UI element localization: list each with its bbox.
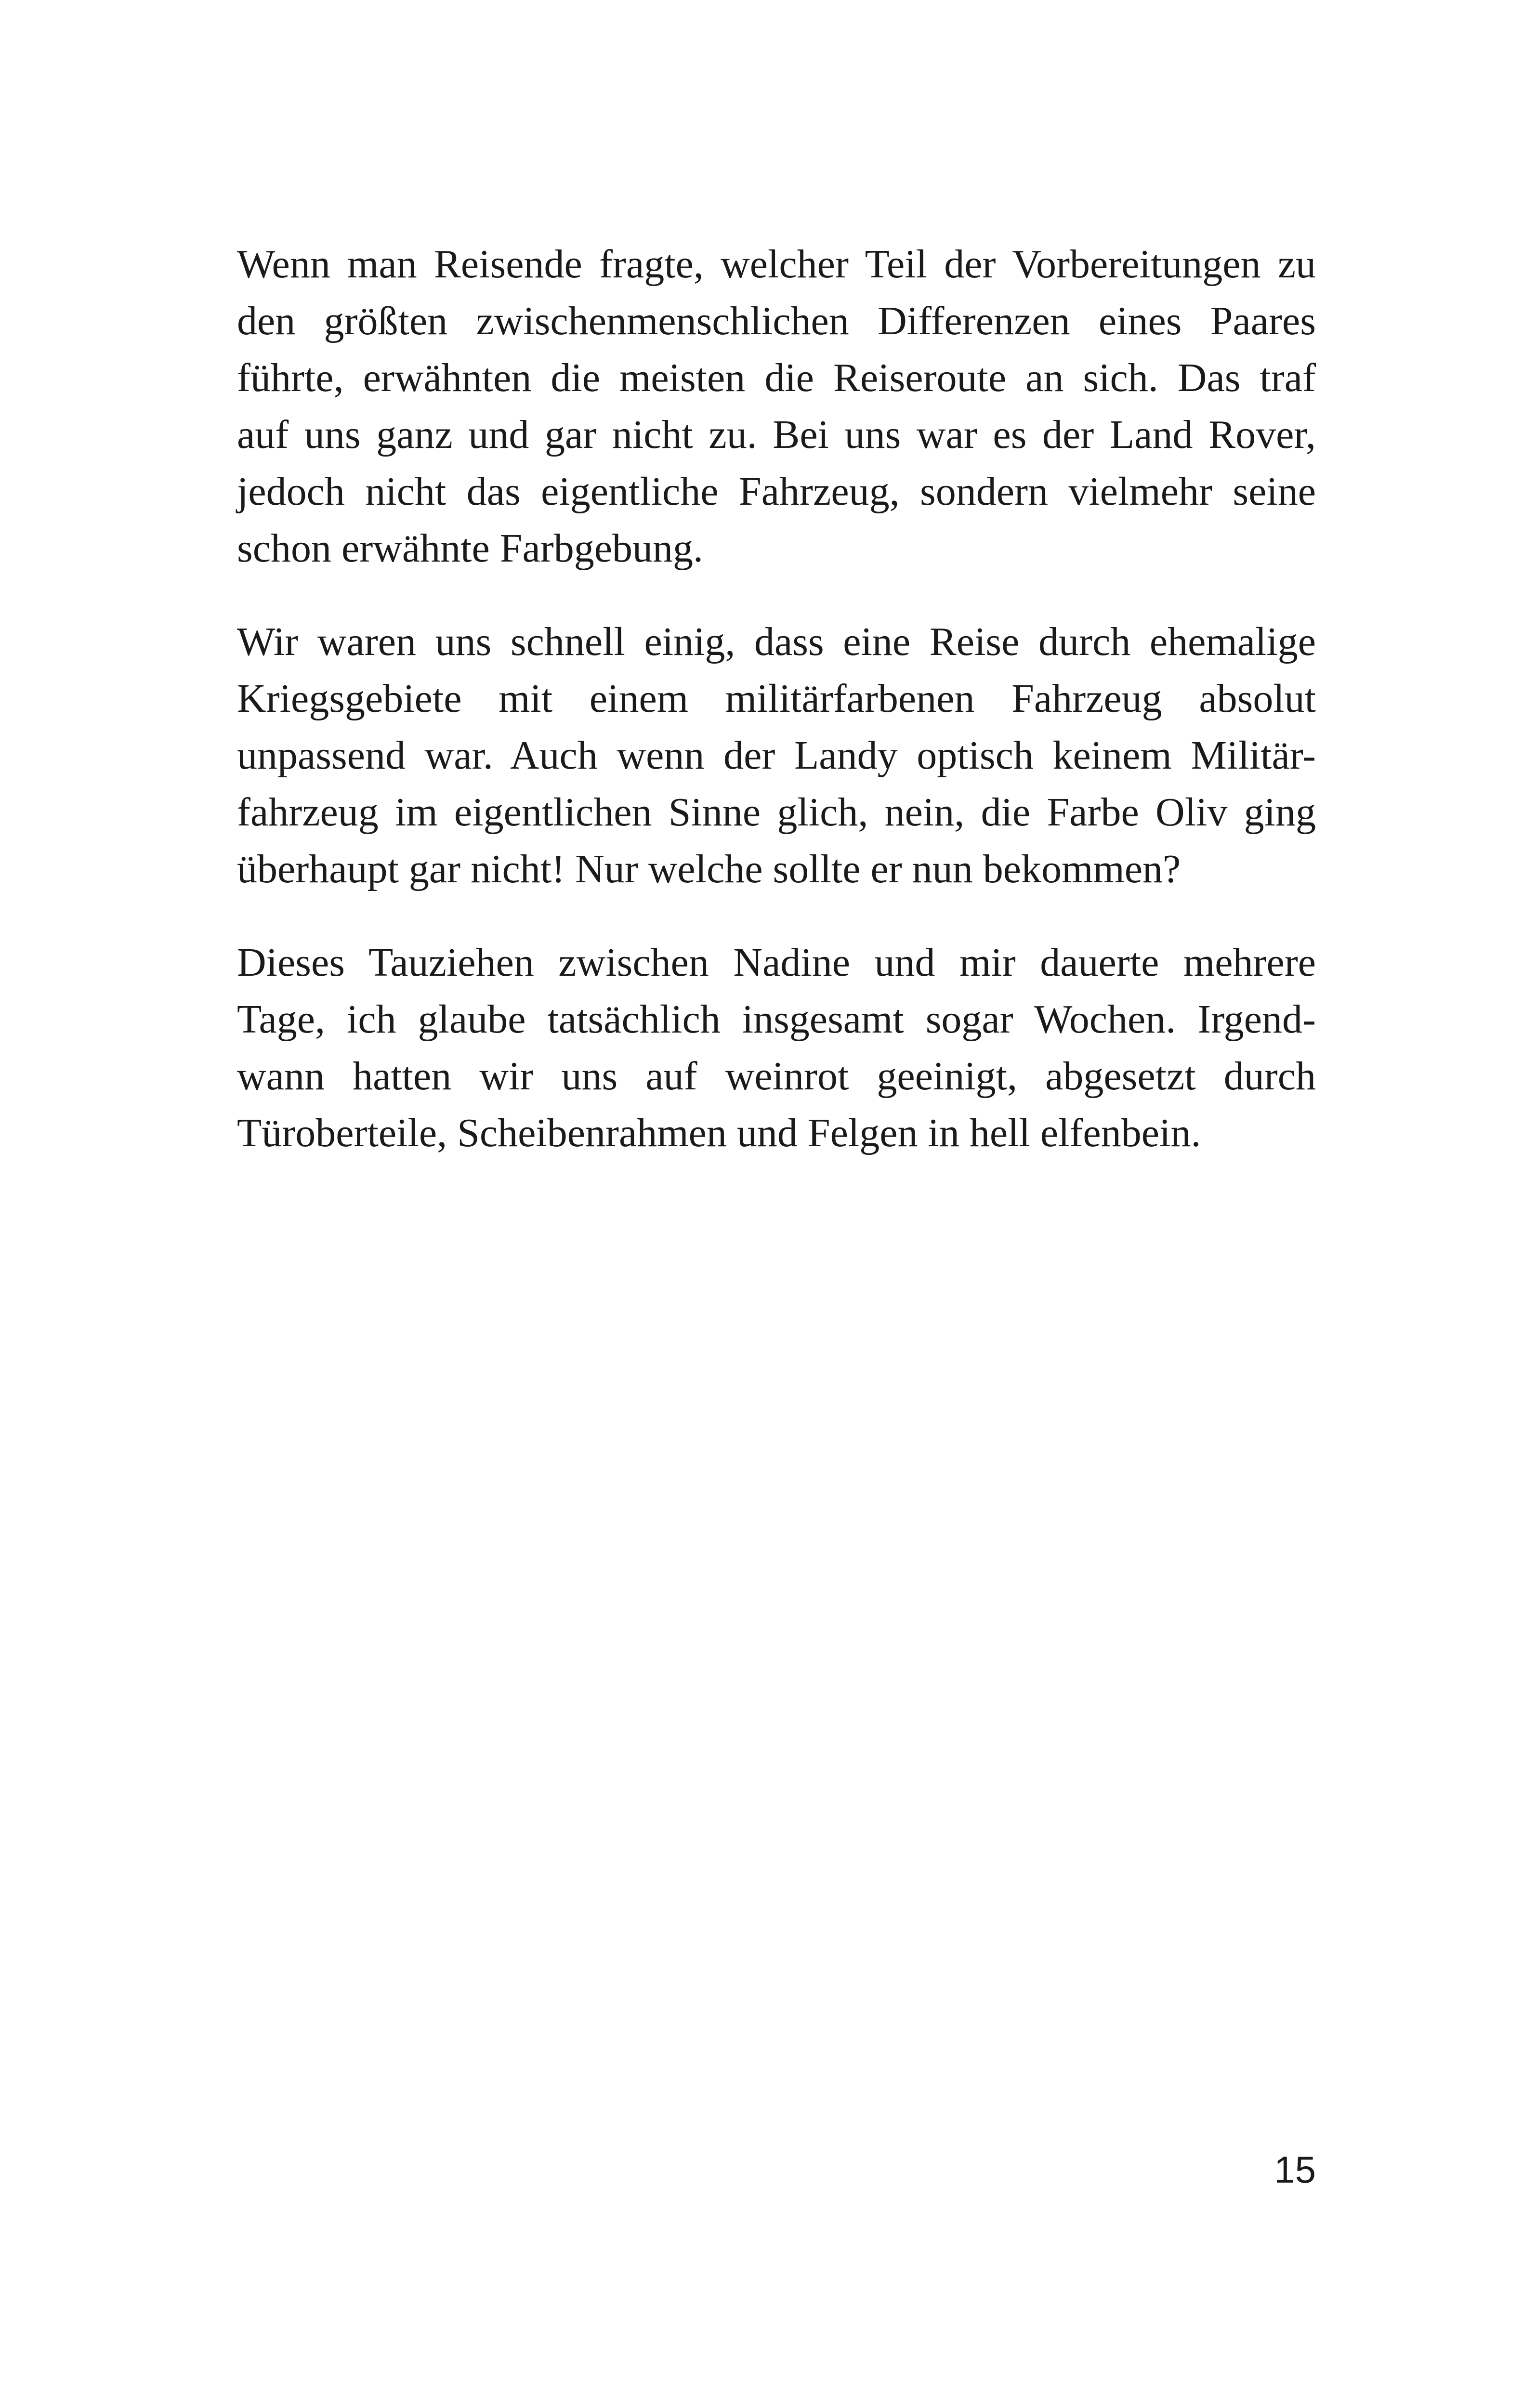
text-line: überhaupt gar nicht! Nur welche sollte er nun bekommen? <box>237 847 1181 891</box>
body-text <box>237 236 1316 1198</box>
text-line: fahrzeug im eigentlichen Sinne glich, nein, die Farbe Oliv ging <box>237 790 1316 835</box>
text-line: Wenn man Reisende fragte, welcher Teil der Vorbereitungen zu <box>237 242 1316 287</box>
page-number: 15 <box>1274 2148 1316 2191</box>
text-line: schon erwähnte Farbgebung. <box>237 526 704 571</box>
paragraph <box>237 934 1316 1162</box>
text-line: Wir waren uns schnell einig, dass eine Reise durch ehemalige <box>237 619 1316 664</box>
text-line: Tage, ich glaube tatsächlich insgesamt sogar Wochen. Irgend- <box>237 997 1316 1042</box>
text-line: jedoch nicht das eigentliche Fahrzeug, sondern vielmehr seine <box>237 469 1316 514</box>
text-line: Türoberteile, Scheibenrahmen und Felgen in hell elfenbein. <box>237 1111 1201 1155</box>
text-line: auf uns ganz und gar nicht zu. Bei uns war es der Land Rover, <box>237 412 1316 457</box>
text-line: den größten zwischenmenschlichen Differenzen eines Paares <box>237 299 1316 343</box>
text-line: Dieses Tauziehen zwischen Nadine und mir dauerte mehrere <box>237 940 1316 985</box>
text-line: führte, erwähnten die meisten die Reiseroute an sich. Das traf <box>237 355 1316 400</box>
text-line: unpassend war. Auch wenn der Landy optisch keinem Militär- <box>237 733 1316 778</box>
paragraph <box>237 614 1316 898</box>
paragraph <box>237 236 1316 577</box>
text-line: wann hatten wir uns auf weinrot geeinigt, abgesetzt durch <box>237 1054 1316 1099</box>
text-line: Kriegsgebiete mit einem militärfarbenen Fahrzeug absolut <box>237 676 1316 721</box>
